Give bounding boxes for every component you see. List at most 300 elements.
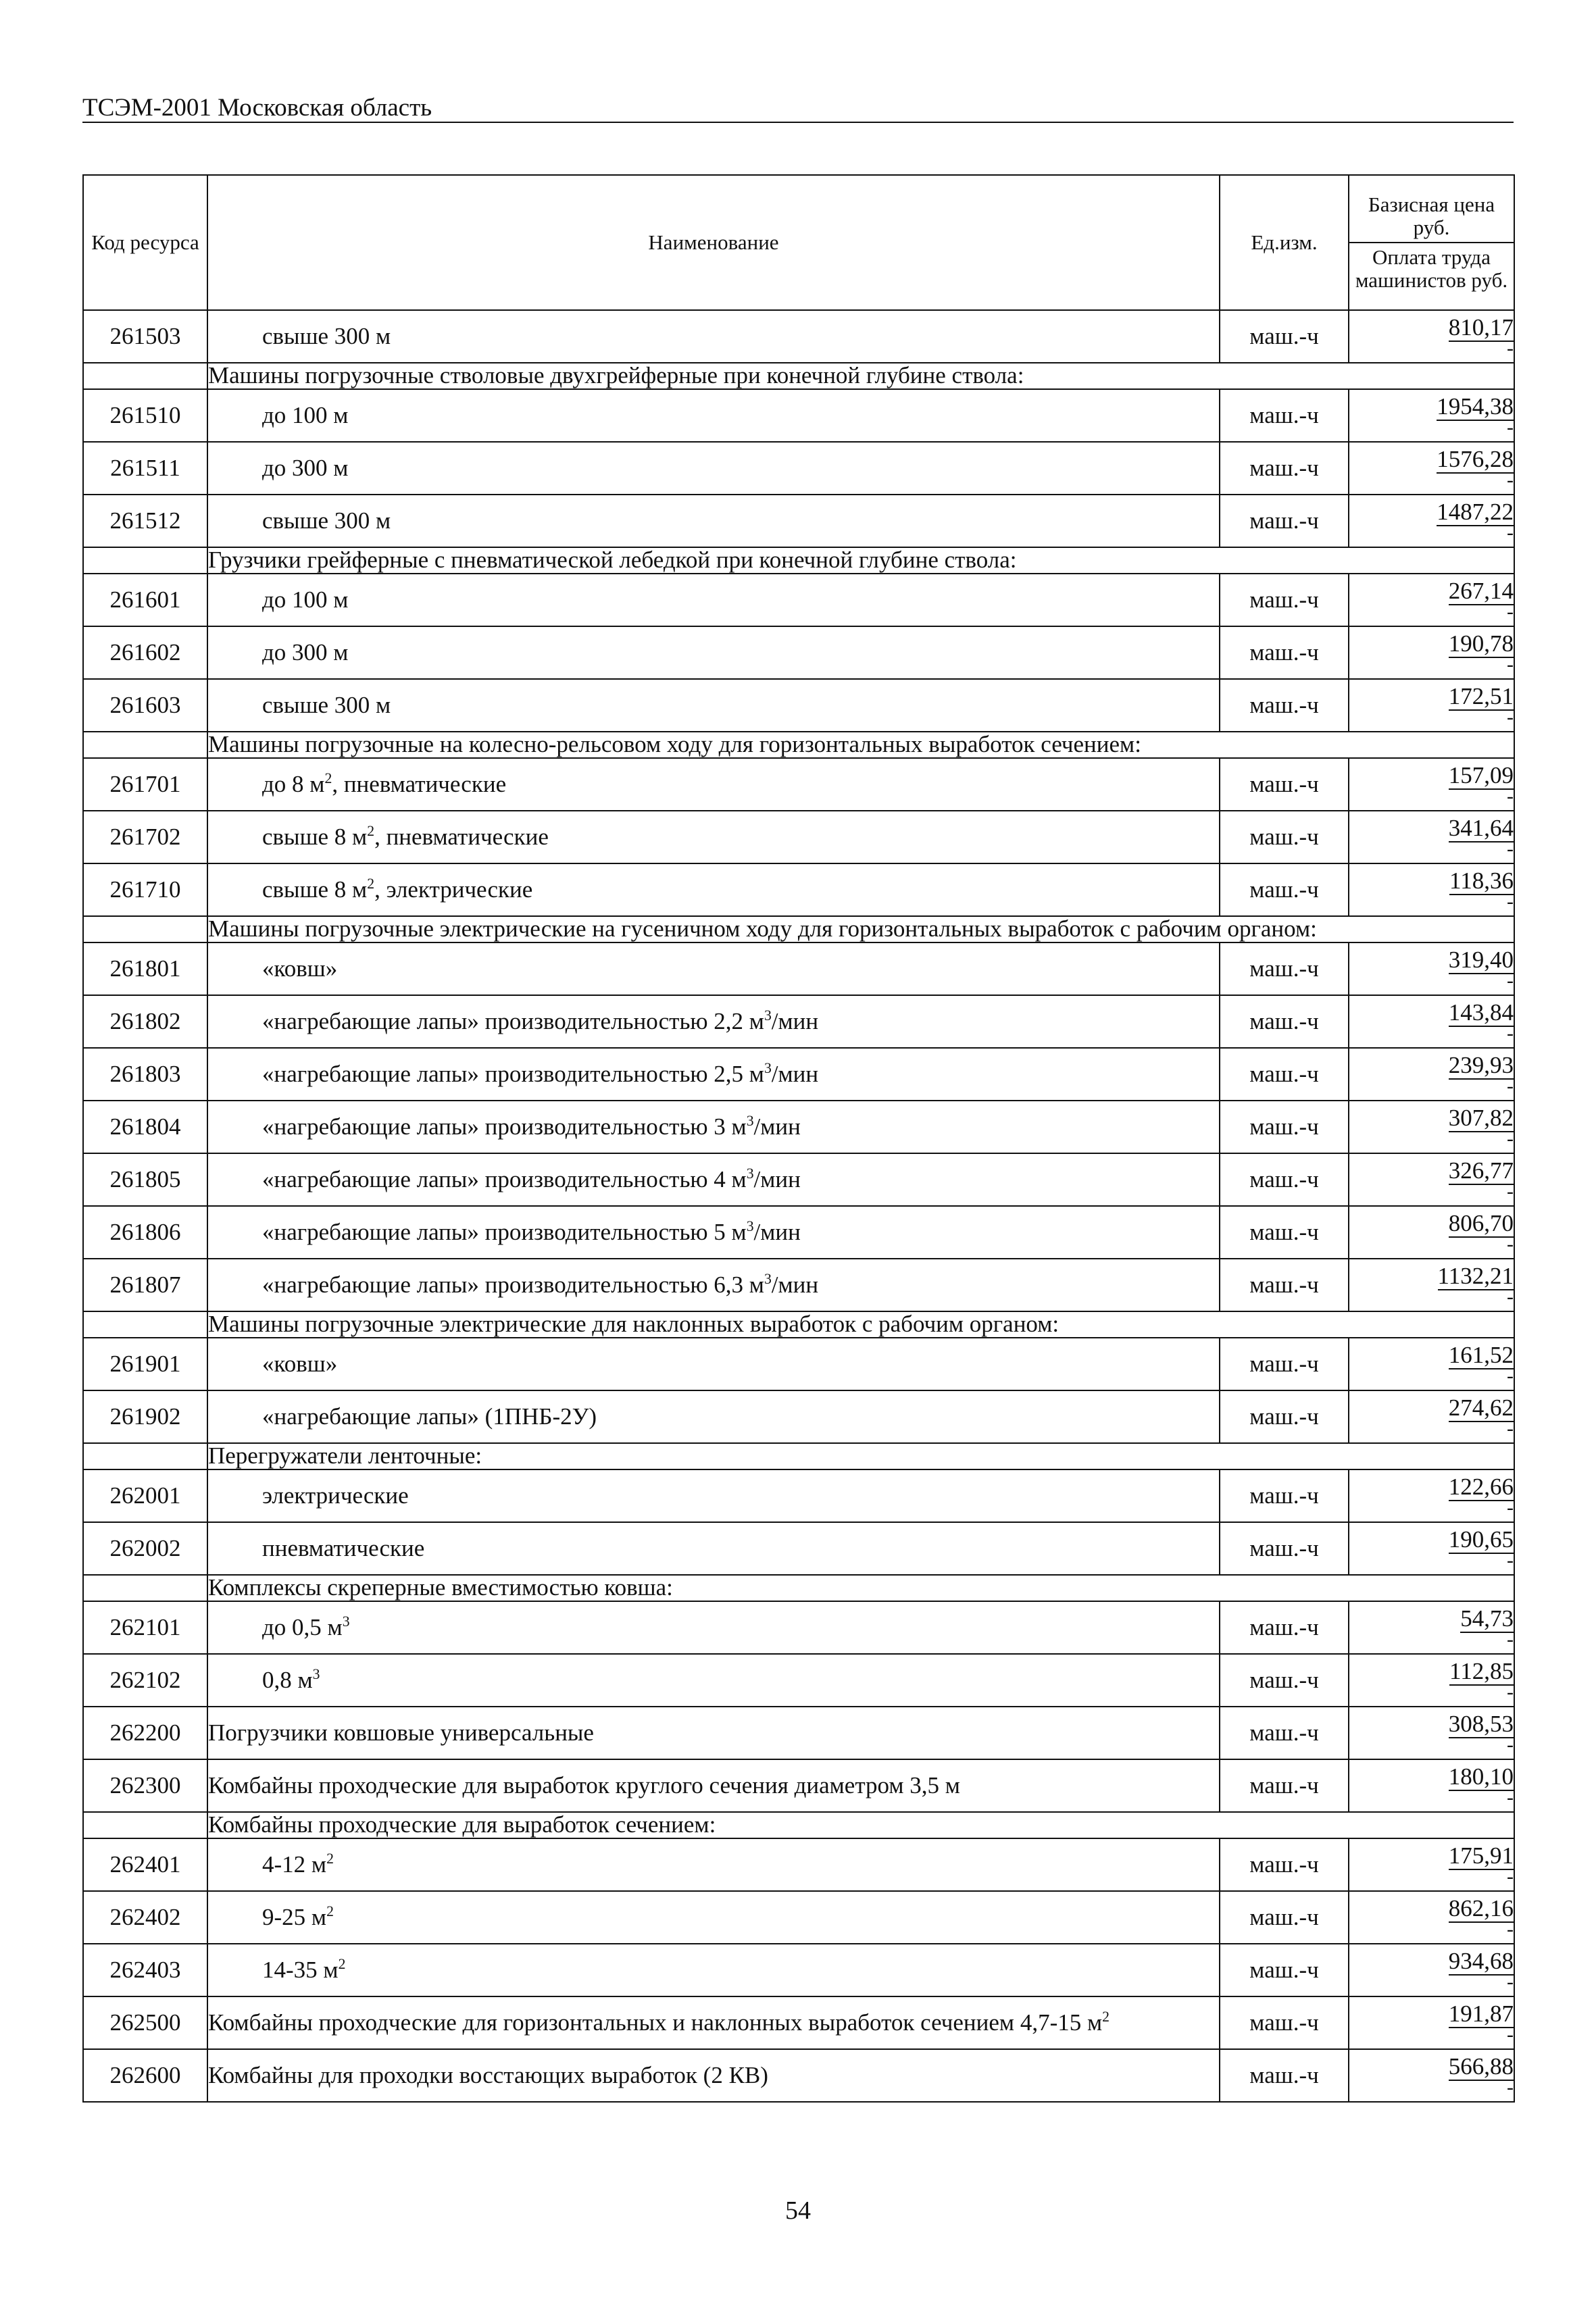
group-code-cell	[83, 1443, 207, 1469]
resource-name	[207, 1944, 1220, 1996]
base-price-wrap	[1349, 1343, 1514, 1367]
labor-pay: -	[1507, 522, 1514, 544]
resource-name-text: до 100 м	[262, 402, 349, 428]
base-price-wrap	[1349, 763, 1514, 787]
resource-code: 262600	[83, 2049, 207, 2102]
price-cell	[1349, 1390, 1514, 1443]
table-row	[83, 863, 1514, 916]
resource-name-suffix: /мин	[771, 1008, 819, 1034]
base-price: 1576,28	[1437, 446, 1514, 472]
group-code-cell	[83, 363, 207, 389]
price-cell	[1349, 995, 1514, 1048]
group-title: Машины погрузочные электрические для наклонных выработок с рабочим органом:	[207, 1311, 1514, 1338]
resource-code: 261804	[83, 1101, 207, 1153]
group-title: Грузчики грейферные с пневматической лебедкой при конечной глубине ствола:	[207, 547, 1514, 574]
labor-pay: -	[1507, 2023, 1514, 2046]
resource-name-text: свыше 300 м	[262, 692, 391, 718]
unit-exponent: 3	[746, 1165, 754, 1182]
base-price: 54,73	[1460, 1605, 1514, 1632]
base-price-wrap	[1349, 1053, 1514, 1077]
resource-code: 262402	[83, 1891, 207, 1944]
price-cell	[1349, 2049, 1514, 2102]
base-price-wrap	[1349, 500, 1514, 524]
base-price-wrap	[1349, 632, 1514, 655]
unit-cell: маш.-ч	[1220, 942, 1349, 995]
resource-name	[207, 1522, 1220, 1575]
resource-name-text: «ковш»	[262, 1351, 338, 1377]
unit-cell: маш.-ч	[1220, 1759, 1349, 1812]
unit-cell: маш.-ч	[1220, 1891, 1349, 1944]
price-cell	[1349, 1259, 1514, 1311]
base-price: 307,82	[1448, 1105, 1514, 1131]
base-price-wrap	[1349, 1765, 1514, 1788]
labor-pay: -	[1507, 1233, 1514, 1255]
labor-pay: -	[1507, 1918, 1514, 1940]
labor-pay: -	[1507, 601, 1514, 623]
labor-pay: -	[1507, 1128, 1514, 1150]
table-row	[83, 1338, 1514, 1390]
resource-name-text: «нагребающие лапы» производительностью 5 м	[262, 1219, 747, 1245]
resource-name	[207, 811, 1220, 863]
price-cell	[1349, 574, 1514, 626]
base-price: 862,16	[1448, 1895, 1514, 1921]
price-cell	[1349, 1996, 1514, 2049]
resource-code: 262200	[83, 1707, 207, 1759]
unit-exponent: 3	[764, 1270, 772, 1287]
base-price: 175,91	[1448, 1842, 1514, 1869]
base-price-wrap	[1349, 1159, 1514, 1182]
resource-name-text: до 300 м	[262, 455, 349, 481]
resource-code: 262403	[83, 1944, 207, 1996]
resource-name-suffix: /мин	[771, 1272, 819, 1298]
unit-exponent: 2	[324, 770, 332, 786]
table-row	[83, 1707, 1514, 1759]
resource-name-text: электрические	[262, 1482, 409, 1509]
resource-code: 261603	[83, 679, 207, 732]
base-price: 112,85	[1449, 1658, 1514, 1684]
table-row	[83, 1390, 1514, 1443]
resource-code: 262300	[83, 1759, 207, 1812]
price-cell	[1349, 1891, 1514, 1944]
resource-name-text: «нагребающие лапы» производительностью 3 м	[262, 1113, 747, 1140]
resource-name-text: свыше 300 м	[262, 323, 391, 349]
group-header-row	[83, 1812, 1514, 1838]
resource-name-suffix: /мин	[753, 1113, 801, 1140]
labor-pay: -	[1507, 838, 1514, 860]
resource-name	[207, 1601, 1220, 1654]
resource-code: 262101	[83, 1601, 207, 1654]
group-code-cell	[83, 916, 207, 942]
base-price-wrap	[1349, 948, 1514, 972]
resource-name-suffix: /мин	[753, 1219, 801, 1245]
base-price-wrap	[1349, 1106, 1514, 1130]
resource-name-text: «нагребающие лапы» производительностью 2,2 м	[262, 1008, 764, 1034]
table-row	[83, 2049, 1514, 2102]
base-price: 274,62	[1448, 1394, 1514, 1421]
labor-pay: -	[1507, 1681, 1514, 1703]
table-row	[83, 1996, 1514, 2049]
labor-pay: -	[1507, 337, 1514, 359]
resource-name	[207, 1759, 1220, 1812]
group-code-cell	[83, 1575, 207, 1601]
unit-exponent: 2	[326, 1850, 334, 1867]
group-code-cell	[83, 1812, 207, 1838]
resource-name-text: «ковш»	[262, 955, 338, 982]
labor-pay: -	[1507, 416, 1514, 438]
resource-name	[207, 574, 1220, 626]
unit-cell: маш.-ч	[1220, 995, 1349, 1048]
group-code-cell	[83, 732, 207, 758]
base-price-wrap	[1349, 1211, 1514, 1235]
labor-pay: -	[1507, 970, 1514, 992]
resource-name-text: «нагребающие лапы» (1ПНБ-2У)	[262, 1403, 597, 1430]
resource-name-text: Комбайны проходческие для выработок круглого сечения диаметром 3,5 м	[208, 1772, 960, 1799]
unit-exponent: 2	[367, 822, 375, 839]
base-price: 157,09	[1448, 762, 1514, 788]
unit-cell: маш.-ч	[1220, 758, 1349, 811]
resource-code: 262401	[83, 1838, 207, 1891]
resource-name	[207, 1048, 1220, 1101]
resource-name-text: Комбайны для проходки восстающих выработок (2 КВ)	[208, 2062, 768, 2088]
unit-cell: маш.-ч	[1220, 1153, 1349, 1206]
header-rule	[82, 122, 1514, 123]
unit-cell: маш.-ч	[1220, 1707, 1349, 1759]
resource-name	[207, 495, 1220, 547]
base-price-wrap	[1349, 447, 1514, 471]
base-price-wrap	[1349, 1896, 1514, 1920]
unit-cell: маш.-ч	[1220, 626, 1349, 679]
running-title: ТСЭМ-2001 Московская область	[82, 94, 432, 122]
base-price-wrap	[1349, 2002, 1514, 2026]
base-price-wrap	[1349, 684, 1514, 708]
unit-cell: маш.-ч	[1220, 1206, 1349, 1259]
table-body	[83, 310, 1514, 2102]
unit-cell: маш.-ч	[1220, 310, 1349, 363]
price-cell	[1349, 1206, 1514, 1259]
resource-name	[207, 995, 1220, 1048]
resource-code: 261503	[83, 310, 207, 363]
base-price: 1487,22	[1437, 499, 1514, 525]
labor-pay: -	[1507, 1496, 1514, 1519]
price-cell	[1349, 1338, 1514, 1390]
table-row	[83, 495, 1514, 547]
resource-name-text: 4-12 м	[262, 1851, 327, 1878]
resource-name-suffix: , электрические	[374, 876, 533, 903]
price-cell	[1349, 1707, 1514, 1759]
table-row	[83, 758, 1514, 811]
price-cell	[1349, 495, 1514, 547]
labor-pay: -	[1507, 785, 1514, 807]
resource-name-suffix: , пневматические	[332, 771, 507, 797]
unit-cell: маш.-ч	[1220, 574, 1349, 626]
price-cell	[1349, 1153, 1514, 1206]
base-price: 190,65	[1448, 1526, 1514, 1553]
base-price: 1954,38	[1437, 393, 1514, 420]
unit-cell: маш.-ч	[1220, 1101, 1349, 1153]
labor-pay: -	[1507, 1734, 1514, 1756]
resource-name	[207, 310, 1220, 363]
base-price: 341,64	[1448, 815, 1514, 841]
base-price: 239,93	[1448, 1052, 1514, 1078]
resource-name-suffix: , пневматические	[374, 824, 549, 850]
base-price-wrap	[1349, 816, 1514, 840]
unit-cell: маш.-ч	[1220, 679, 1349, 732]
resource-code: 261512	[83, 495, 207, 547]
resource-name	[207, 863, 1220, 916]
price-cell	[1349, 1838, 1514, 1891]
resource-name	[207, 679, 1220, 732]
resource-code: 261510	[83, 389, 207, 442]
resource-name	[207, 1654, 1220, 1707]
table-row	[83, 1469, 1514, 1522]
resource-name-text: до 300 м	[262, 639, 349, 665]
unit-cell: маш.-ч	[1220, 442, 1349, 495]
resource-code: 261806	[83, 1206, 207, 1259]
unit-cell: маш.-ч	[1220, 389, 1349, 442]
labor-pay: -	[1507, 653, 1514, 676]
base-price: 118,36	[1449, 867, 1514, 894]
table-row	[83, 626, 1514, 679]
resource-name-text: до 100 м	[262, 586, 349, 613]
unit-cell: маш.-ч	[1220, 1259, 1349, 1311]
labor-pay: -	[1507, 1786, 1514, 1809]
col-header-base-price: Базисная цена руб.	[1368, 192, 1495, 239]
base-price-wrap	[1349, 1844, 1514, 1867]
resource-name-text: свыше 8 м	[262, 876, 368, 903]
resource-name-text: 0,8 м	[262, 1667, 313, 1693]
resource-name	[207, 626, 1220, 679]
price-cell	[1349, 758, 1514, 811]
base-price: 810,17	[1448, 314, 1514, 341]
price-cell	[1349, 1654, 1514, 1707]
price-cell	[1349, 442, 1514, 495]
resource-name	[207, 1101, 1220, 1153]
base-price-wrap	[1349, 1949, 1514, 1973]
base-price: 172,51	[1448, 683, 1514, 709]
table-row	[83, 1259, 1514, 1311]
table-header-row	[83, 175, 1514, 310]
group-header-row	[83, 732, 1514, 758]
resource-name-suffix: /мин	[771, 1061, 819, 1087]
unit-cell: маш.-ч	[1220, 1522, 1349, 1575]
resource-name	[207, 1838, 1220, 1891]
unit-exponent: 3	[342, 1613, 350, 1630]
base-price-wrap	[1349, 1528, 1514, 1551]
base-price-wrap	[1349, 316, 1514, 339]
table-row	[83, 995, 1514, 1048]
table-row	[83, 1101, 1514, 1153]
group-title: Машины погрузочные на колесно-рельсовом ходу для горизонтальных выработок сечением:	[207, 732, 1514, 758]
price-table	[82, 174, 1515, 2103]
table-row	[83, 679, 1514, 732]
base-price: 308,53	[1448, 1711, 1514, 1737]
labor-pay: -	[1507, 1971, 1514, 1993]
resource-name-text: до 0,5 м	[262, 1614, 343, 1640]
resource-name-text: 9-25 м	[262, 1904, 327, 1930]
resource-name	[207, 2049, 1220, 2102]
price-cell	[1349, 1469, 1514, 1522]
unit-cell: маш.-ч	[1220, 2049, 1349, 2102]
base-price: 319,40	[1448, 947, 1514, 973]
table-row	[83, 1153, 1514, 1206]
resource-code: 261803	[83, 1048, 207, 1101]
price-cell	[1349, 1944, 1514, 1996]
group-header-row	[83, 363, 1514, 389]
base-price: 566,88	[1448, 2053, 1514, 2080]
table-row	[83, 442, 1514, 495]
resource-code: 262102	[83, 1654, 207, 1707]
labor-pay: -	[1507, 1075, 1514, 1097]
price-cell	[1349, 626, 1514, 679]
unit-cell: маш.-ч	[1220, 1048, 1349, 1101]
resource-code: 261701	[83, 758, 207, 811]
table-row	[83, 1048, 1514, 1101]
unit-exponent: 3	[312, 1665, 320, 1682]
table-row	[83, 1206, 1514, 1259]
price-cell	[1349, 389, 1514, 442]
group-title: Комбайны проходческие для выработок сечением:	[207, 1812, 1514, 1838]
labor-pay: -	[1507, 469, 1514, 491]
resource-name-text: 14-35 м	[262, 1957, 339, 1983]
resource-code: 261802	[83, 995, 207, 1048]
unit-exponent: 2	[326, 1903, 334, 1919]
resource-name-text: свыше 8 м	[262, 824, 368, 850]
base-price: 143,84	[1448, 999, 1514, 1026]
price-cell	[1349, 811, 1514, 863]
base-price-wrap	[1349, 1712, 1514, 1736]
base-price-wrap	[1349, 579, 1514, 603]
group-title: Машины погрузочные стволовые двухгрейферные при конечной глубине ствола:	[207, 363, 1514, 389]
group-code-cell	[83, 1311, 207, 1338]
group-header-row	[83, 1575, 1514, 1601]
labor-pay: -	[1507, 1865, 1514, 1888]
resource-name	[207, 1707, 1220, 1759]
group-title: Машины погрузочные электрические на гусеничном ходу для горизонтальных выработок с рабочим органом:	[207, 916, 1514, 942]
group-header-row	[83, 547, 1514, 574]
base-price-wrap	[1349, 1264, 1514, 1288]
col-header-labor-pay: Оплата труда машинистов руб.	[1349, 242, 1514, 292]
resource-code: 261902	[83, 1390, 207, 1443]
unit-cell: маш.-ч	[1220, 1838, 1349, 1891]
base-price: 1132,21	[1437, 1263, 1514, 1289]
unit-cell: маш.-ч	[1220, 1654, 1349, 1707]
resource-name-text: Погрузчики ковшовые универсальные	[208, 1719, 594, 1746]
unit-cell: маш.-ч	[1220, 1390, 1349, 1443]
labor-pay: -	[1507, 706, 1514, 728]
resource-name-text: пневматические	[262, 1535, 425, 1561]
unit-exponent: 3	[764, 1007, 772, 1024]
resource-code: 261710	[83, 863, 207, 916]
resource-name-text: «нагребающие лапы» производительностью 2,5 м	[262, 1061, 764, 1087]
resource-code: 261601	[83, 574, 207, 626]
resource-name-text: Комбайны проходческие для горизонтальных и наклонных выработок сечением 4,7-15 м	[208, 2009, 1103, 2036]
resource-name-text: до 8 м	[262, 771, 325, 797]
table-row	[83, 1891, 1514, 1944]
group-code-cell	[83, 547, 207, 574]
price-cell	[1349, 942, 1514, 995]
unit-cell: маш.-ч	[1220, 1338, 1349, 1390]
base-price: 934,68	[1448, 1948, 1514, 1974]
unit-cell: маш.-ч	[1220, 811, 1349, 863]
group-header-row	[83, 916, 1514, 942]
labor-pay: -	[1507, 1286, 1514, 1308]
resource-name	[207, 758, 1220, 811]
table-row	[83, 1759, 1514, 1812]
col-header-code: Код ресурса	[83, 175, 207, 310]
unit-cell: маш.-ч	[1220, 1996, 1349, 2049]
resource-name	[207, 1390, 1220, 1443]
base-price-wrap	[1349, 1475, 1514, 1499]
table-row	[83, 1944, 1514, 1996]
unit-cell: маш.-ч	[1220, 1469, 1349, 1522]
table-row	[83, 1522, 1514, 1575]
table-row	[83, 1601, 1514, 1654]
base-price-wrap	[1349, 1659, 1514, 1683]
unit-exponent: 2	[367, 875, 375, 892]
table-row	[83, 1838, 1514, 1891]
unit-exponent: 2	[1102, 2008, 1109, 2025]
base-price-wrap	[1349, 869, 1514, 892]
price-cell	[1349, 1048, 1514, 1101]
col-header-unit: Ед.изм.	[1220, 175, 1349, 310]
resource-name-suffix: /мин	[753, 1166, 801, 1192]
resource-name	[207, 442, 1220, 495]
unit-exponent: 3	[746, 1217, 754, 1234]
base-price: 326,77	[1448, 1157, 1514, 1184]
unit-exponent: 3	[746, 1112, 754, 1129]
resource-name-text: свыше 300 м	[262, 507, 391, 534]
table-row	[83, 310, 1514, 363]
base-price: 180,10	[1448, 1763, 1514, 1790]
unit-cell: маш.-ч	[1220, 1944, 1349, 1996]
base-price: 161,52	[1448, 1342, 1514, 1368]
col-header-price	[1349, 175, 1514, 310]
price-cell	[1349, 863, 1514, 916]
resource-code: 262002	[83, 1522, 207, 1575]
labor-pay: -	[1507, 1549, 1514, 1571]
base-price: 806,70	[1448, 1210, 1514, 1236]
resource-code: 261511	[83, 442, 207, 495]
price-cell	[1349, 679, 1514, 732]
group-title: Комплексы скреперные вместимостью ковша:	[207, 1575, 1514, 1601]
resource-code: 261901	[83, 1338, 207, 1390]
labor-pay: -	[1507, 1180, 1514, 1203]
price-cell	[1349, 310, 1514, 363]
base-price-wrap	[1349, 1607, 1514, 1630]
price-cell	[1349, 1601, 1514, 1654]
labor-pay: -	[1507, 890, 1514, 913]
page-number: 54	[785, 2196, 811, 2225]
resource-code: 261702	[83, 811, 207, 863]
unit-cell: маш.-ч	[1220, 495, 1349, 547]
table-row	[83, 1654, 1514, 1707]
resource-name	[207, 1153, 1220, 1206]
price-cell	[1349, 1101, 1514, 1153]
col-header-name: Наименование	[207, 175, 1220, 310]
group-header-row	[83, 1311, 1514, 1338]
resource-code: 261801	[83, 942, 207, 995]
labor-pay: -	[1507, 1417, 1514, 1440]
base-price: 190,78	[1448, 630, 1514, 657]
resource-name	[207, 1206, 1220, 1259]
base-price: 122,66	[1448, 1474, 1514, 1500]
unit-cell: маш.-ч	[1220, 863, 1349, 916]
resource-code: 261805	[83, 1153, 207, 1206]
base-price-wrap	[1349, 1001, 1514, 1024]
labor-pay: -	[1507, 2076, 1514, 2098]
unit-exponent: 2	[338, 1955, 346, 1972]
resource-name	[207, 1469, 1220, 1522]
